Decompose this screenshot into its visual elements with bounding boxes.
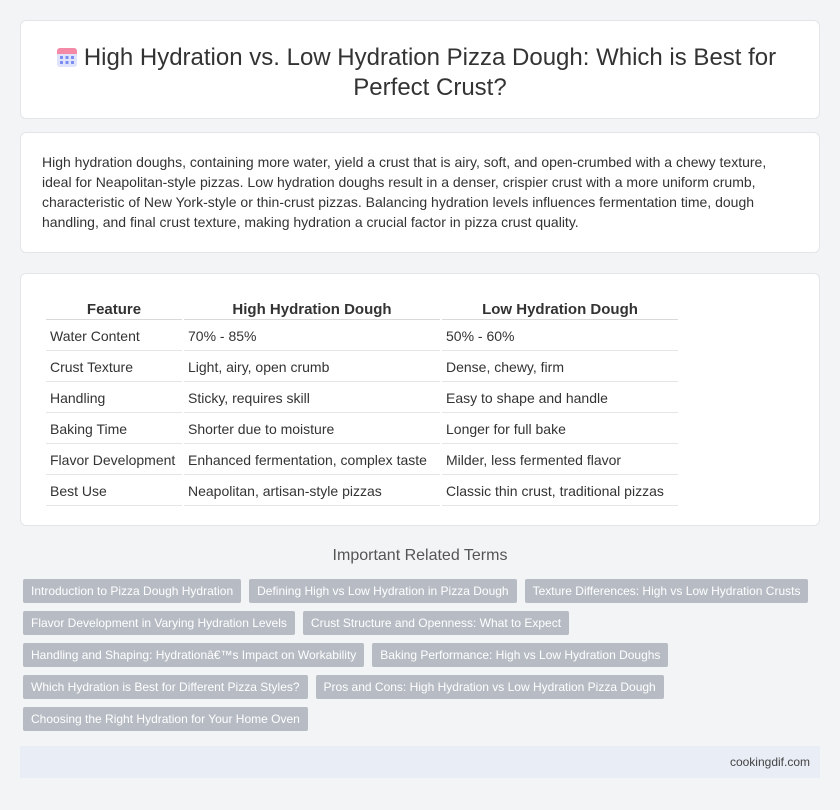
table-row	[46, 353, 678, 382]
related-term-tag[interactable]: Which Hydration is Best for Different Pizza Styles?	[23, 675, 308, 699]
related-terms-heading: Important Related Terms	[332, 547, 508, 564]
footer-site-link[interactable]: cookingdif.com	[729, 755, 810, 769]
intro-card	[20, 132, 820, 253]
related-term-tag[interactable]: Handling and Shaping: Hydrationâ€™s Impact on Workability	[23, 643, 364, 667]
related-term-tag[interactable]: Texture Differences: High vs Low Hydration Crusts	[525, 579, 809, 603]
related-term-tag[interactable]: Flavor Development in Varying Hydration Levels	[23, 611, 295, 635]
cell-low: Dense, chewy, firm	[442, 353, 678, 382]
cell-high: Sticky, requires skill	[184, 384, 440, 413]
footer	[20, 746, 820, 778]
related-terms-list	[23, 579, 823, 731]
header-low-hydration: Low Hydration Dough	[442, 298, 678, 320]
cell-feature: Best Use	[46, 477, 182, 506]
cell-high: Enhanced fermentation, complex taste	[184, 446, 440, 475]
cell-high: 70% - 85%	[184, 322, 440, 351]
cell-low: Classic thin crust, traditional pizzas	[442, 477, 678, 506]
cell-high: Light, airy, open crumb	[184, 353, 440, 382]
cell-feature: Handling	[46, 384, 182, 413]
related-term-tag[interactable]: Crust Structure and Openness: What to Expect	[303, 611, 569, 635]
cell-low: Easy to shape and handle	[442, 384, 678, 413]
table-row	[46, 477, 678, 506]
cell-feature: Baking Time	[46, 415, 182, 444]
table-row	[46, 415, 678, 444]
cell-low: 50% - 60%	[442, 322, 678, 351]
header-card	[20, 20, 820, 119]
table-row	[46, 446, 678, 475]
related-term-tag[interactable]: Baking Performance: High vs Low Hydration Doughs	[372, 643, 668, 667]
cell-high: Neapolitan, artisan-style pizzas	[184, 477, 440, 506]
table-header-row	[46, 298, 678, 320]
header-high-hydration: High Hydration Dough	[184, 298, 440, 320]
intro-paragraph: High hydration doughs, containing more water, yield a crust that is airy, soft, and open-crumbed with a chewy texture, ideal for Neapolitan-style pizzas. Low hydration doughs result in a denser, crispier crust with a more uniform crumb, characteristic of New York-style or thin-crust pizzas. Balancing hydration levels influences fermentation time, dough handling, and final crust texture, making hydration a crucial factor in pizza crust quality.	[42, 154, 767, 230]
page-title: High Hydration vs. Low Hydration Pizza Dough: Which is Best for Perfect Crust?	[83, 44, 777, 101]
cell-feature: Flavor Development	[46, 446, 182, 475]
header-feature: Feature	[46, 298, 182, 320]
comparison-table	[44, 296, 680, 508]
related-term-tag[interactable]: Defining High vs Low Hydration in Pizza Dough	[249, 579, 516, 603]
related-term-tag[interactable]: Choosing the Right Hydration for Your Home Oven	[23, 707, 308, 731]
table-row	[46, 322, 678, 351]
cell-high: Shorter due to moisture	[184, 415, 440, 444]
cell-feature: Water Content	[46, 322, 182, 351]
related-term-tag[interactable]: Pros and Cons: High Hydration vs Low Hydration Pizza Dough	[316, 675, 664, 699]
cell-feature: Crust Texture	[46, 353, 182, 382]
cell-low: Milder, less fermented flavor	[442, 446, 678, 475]
cell-low: Longer for full bake	[442, 415, 678, 444]
table-row	[46, 384, 678, 413]
related-term-tag[interactable]: Introduction to Pizza Dough Hydration	[23, 579, 241, 603]
comparison-card	[20, 273, 820, 526]
